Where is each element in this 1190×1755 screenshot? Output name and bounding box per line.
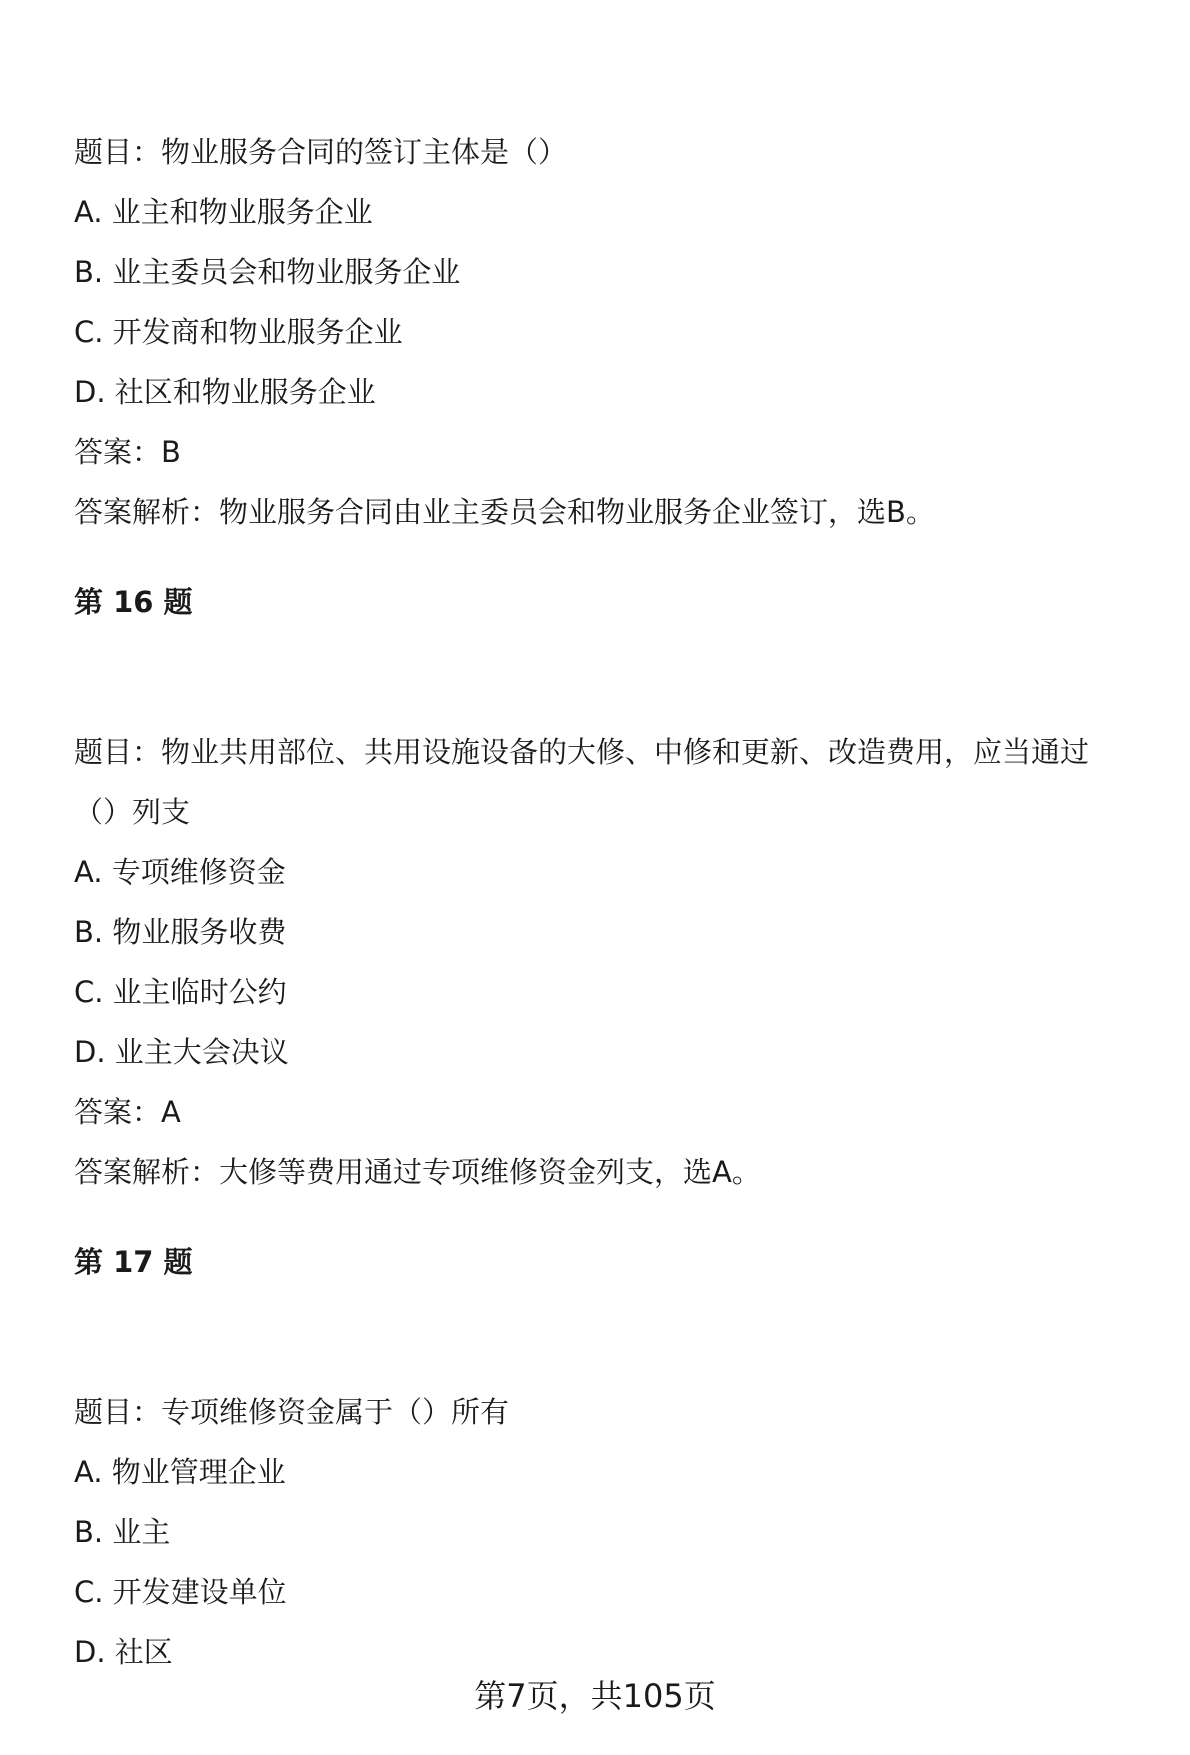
answer-analysis: 答案解析：物业服务合同由业主委员会和物业服务企业签订，选B。 [74, 495, 935, 529]
question-17-heading: 第 17 题 [74, 1245, 193, 1279]
option-c: C. 开发建设单位 [74, 1575, 287, 1609]
option-c: C. 业主临时公约 [74, 975, 287, 1009]
option-a: A. 业主和物业服务企业 [74, 195, 373, 229]
question-16 [74, 722, 1134, 1202]
option-b: B. 业主委员会和物业服务企业 [74, 255, 461, 289]
option-c: C. 开发商和物业服务企业 [74, 315, 403, 349]
answer: 答案：B [74, 435, 181, 469]
question-15 [74, 122, 1134, 542]
question-stem: 题目：物业服务合同的签订主体是（） [74, 135, 568, 169]
option-d: D. 社区 [74, 1635, 173, 1669]
option-d: D. 业主大会决议 [74, 1035, 289, 1069]
answer-analysis: 答案解析：大修等费用通过专项维修资金列支，选A。 [74, 1155, 761, 1189]
question-stem: 题目：专项维修资金属于（）所有 [74, 1395, 510, 1429]
option-d: D. 社区和物业服务企业 [74, 375, 376, 409]
question-stem-continued: （）列支 [74, 795, 191, 829]
option-a: A. 物业管理企业 [74, 1455, 286, 1489]
option-a: A. 专项维修资金 [74, 855, 286, 889]
question-17 [74, 1382, 1134, 1682]
document-page [74, 122, 1134, 1682]
option-b: B. 业主 [74, 1515, 171, 1549]
option-b: B. 物业服务收费 [74, 915, 287, 949]
question-16-heading: 第 16 题 [74, 585, 193, 619]
page-number: 第7页，共105页 [474, 1677, 716, 1715]
answer: 答案：A [74, 1095, 181, 1129]
question-stem: 题目：物业共用部位、共用设施设备的大修、中修和更新、改造费用，应当通过 [74, 735, 1090, 769]
